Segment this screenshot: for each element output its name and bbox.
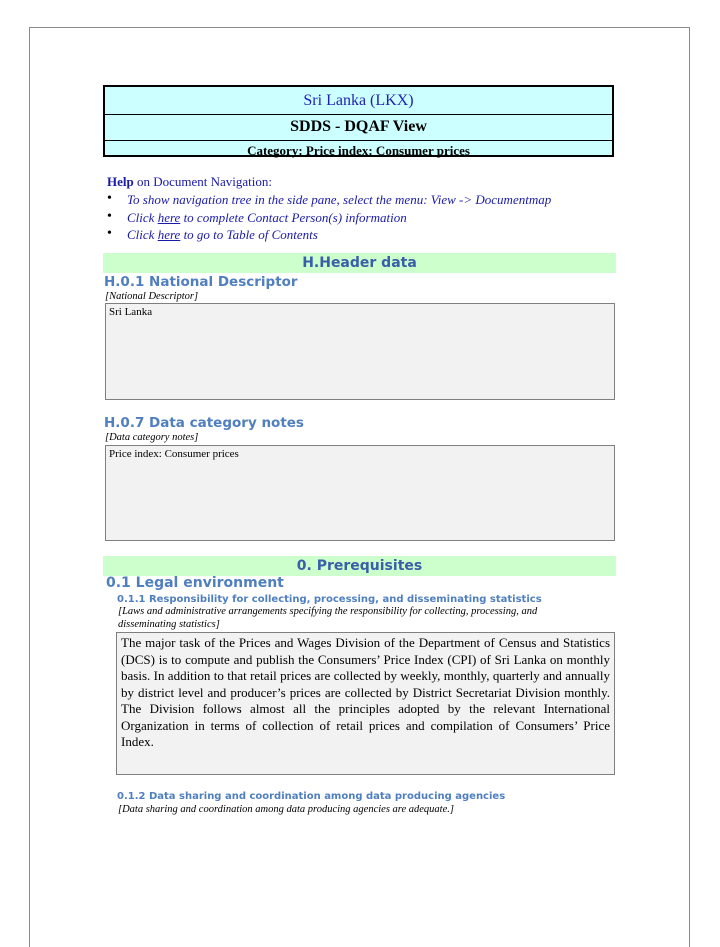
title-box — [103, 85, 614, 157]
help-list — [107, 192, 551, 245]
national-descriptor-heading: H.0.1 National Descriptor — [104, 274, 298, 290]
toc-here-link[interactable]: here — [157, 227, 181, 242]
help-item-pre: Click — [127, 227, 158, 242]
responsibility-note-line2: disseminating statistics] — [118, 619, 220, 630]
help-item-toc — [107, 227, 551, 245]
help-item-post: to complete Contact Person(s) information — [180, 209, 407, 225]
help-item-text: To show navigation tree in the side pane, select the menu: View -> Documentmap — [127, 192, 552, 207]
data-category-notes-field[interactable]: Price index: Consumer prices — [105, 445, 615, 541]
responsibility-field[interactable]: The major task of the Prices and Wages Division of the Department of Census and Statistics (DCS) is to compute and publish the Consumers’ Price Index (CPI) of Sri Lanka on monthly basis. In addition to that retail prices are collected by weekly, monthly, quarterly and annually by district level and producer’s prices are collected by District Secretariat Division monthly. The Division follows almost all the principles adopted by the relevant International Organization in terms of collection of retail prices and compilation of Consumers’ Price Index. — [116, 632, 615, 775]
country-title: Sri Lanka (LKX) — [303, 92, 414, 109]
help-item-post: to go to Table of Contents — [180, 227, 318, 242]
help-item-pre: Click — [127, 209, 158, 225]
help-item-navigation — [107, 192, 551, 210]
national-descriptor-note: [National Descriptor] — [105, 291, 199, 302]
help-label: Help — [107, 174, 134, 189]
section-header-data: H.Header data — [103, 253, 616, 273]
help-text: on Document Navigation: — [136, 174, 273, 189]
data-sharing-note: [Data sharing and coordination among data producing agencies are adequate.] — [118, 804, 454, 815]
help-line — [107, 174, 272, 190]
responsibility-heading: 0.1.1 Responsibility for collecting, processing, and disseminating statistics — [117, 594, 542, 605]
data-sharing-heading: 0.1.2 Data sharing and coordination among data producing agencies — [117, 791, 506, 802]
responsibility-note-line1: [Laws and administrative arrangements specifying the responsibility for collecting, processing, and — [118, 606, 538, 617]
data-category-notes-heading: H.0.7 Data category notes — [104, 415, 304, 431]
data-category-notes-note: [Data category notes] — [105, 432, 199, 443]
help-item-contact — [107, 210, 551, 228]
view-title: SDDS - DQAF View — [105, 114, 612, 140]
section-prerequisites: 0. Prerequisites — [103, 556, 616, 576]
category-title: Category: Price index: Consumer prices — [105, 140, 612, 161]
national-descriptor-field[interactable]: Sri Lanka — [105, 303, 615, 400]
legal-environment-heading: 0.1 Legal environment — [106, 575, 284, 591]
contact-here-link[interactable]: here — [157, 209, 181, 225]
